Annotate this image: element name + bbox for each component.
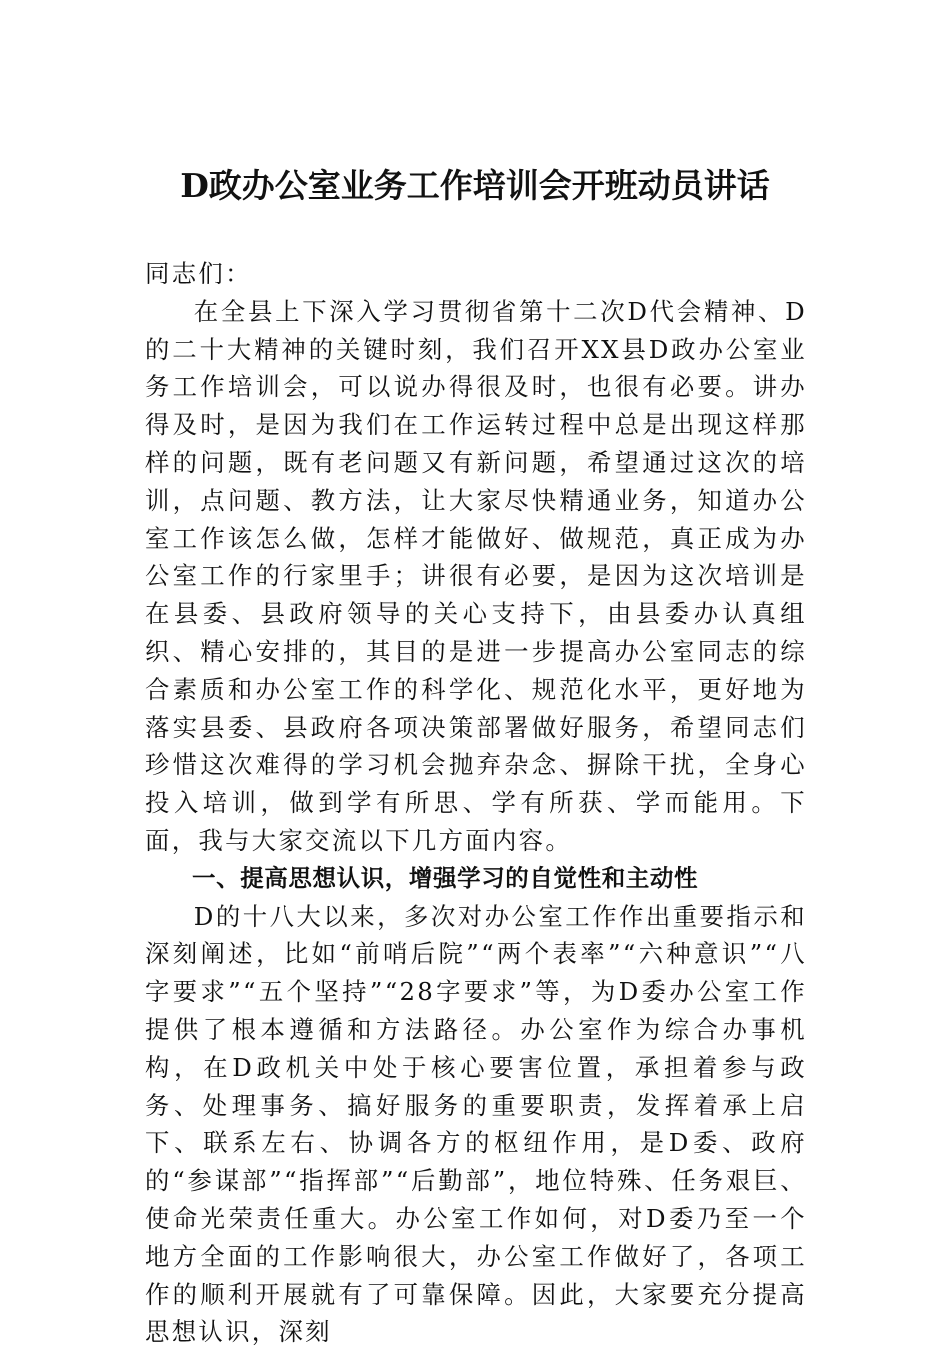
salutation: 同志们： <box>145 259 252 288</box>
document-title: D政办公室业务工作培训会开班动员讲话 <box>180 166 770 205</box>
section-paragraph: D的十八大以来，多次对办公室工作作出重要指示和深刻阐述，比如“前哨后院”“两个表率”“六种意识”“八字要求”“五个坚持”“28字要求”等，为D委办公室工作提供了根本遵循和方法路径。办公室作为综合办事机构，在D政机关中处于核心要害位置，承担着参与政务、处理事务、搞好服务的重要职责，发挥着承上启下、联系左右、协调各方的枢纽作用，是D委、政府的“参谋部”“指挥部”“后勤部”，地位特殊、任务艰巨、使命光荣责任重大。办公室工作如何，对D委乃至一个地方全面的工作影响很大，办公室工作做好了，各项工作的顺利开展就有了可靠保障。因此，大家要充分提高思想认识，深刻 <box>145 901 807 1347</box>
intro-paragraph: 在全县上下深入学习贯彻省第十二次D代会精神、D的二十大精神的关键时刻，我们召开XX县D政办公室业务工作培训会，可以说办得很及时，也很有必要。讲办得及时，是因为我们在工作运转过程中总是出现这样那样的问题，既有老问题又有新问题，希望通过这次的培训，点问题、教方法，让大家尽快精通业务，知道办公室工作该怎么做，怎样才能做好、做规范，真正成为办公室工作的行家里手；讲很有必要，是因为这次培训是在县委、县政府领导的关心支持下，由县委办认真组织、精心安排的，其目的是进一步提高办公室同志的综合素质和办公室工作的科学化、规范化水平，更好地为落实县委、县政府各项决策部署做好服务，希望同志们珍惜这次难得的学习机会抛弃杂念、摒除干扰，全身心投入培训，做到学有所思、学有所获、学而能用。下面，我与大家交流以下几方面内容。 <box>145 296 807 855</box>
section-heading: 一、提高思想认识，增强学习的自觉性和主动性 <box>192 863 699 892</box>
document-body <box>145 255 807 1351</box>
